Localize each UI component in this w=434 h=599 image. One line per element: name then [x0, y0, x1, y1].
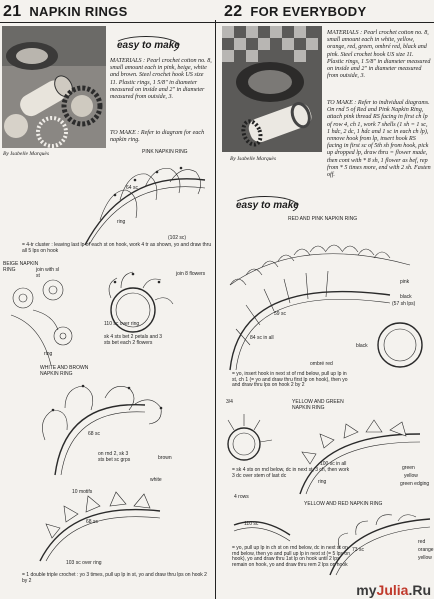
page-22-header [224, 3, 366, 21]
page-number: 21 [3, 3, 22, 20]
yellow-label: yellow [418, 555, 432, 561]
rows-label: 4 rows [234, 494, 249, 500]
yo2-note: = yo, pull up lp in ch st on rnd below, dc in next st on rnd below, then yo and pull up lp in next st (= 5 lps on hook), yo and draw thru 1st lp on hook until 2 lps remain on hook, yo and draw thru rem 2 lps on hook [232, 545, 350, 568]
watermark: myJulia.Ru [356, 582, 431, 598]
orange-label: orange [418, 547, 434, 553]
pink-label: pink [400, 279, 410, 285]
ring-label: ring [117, 219, 126, 225]
rp-total: 84 sc in all [250, 335, 274, 341]
motifs-diagram [30, 486, 170, 566]
wb-rnd-note: on rnd 2, sk 3 sts bet sc grps [98, 451, 131, 463]
pink-napkin-ring-diagram [75, 150, 215, 250]
motifs-label: 10 motifs [72, 489, 93, 495]
yg-sc: 100 sc in all [320, 461, 347, 467]
yellow-green-diagram [220, 404, 432, 504]
yo-note: = yo, insert hook in next st of rnd below, pull up lp in st, ch 1 (= yo and draw thru first lp on hook), then yo and draw thru lps on hook 2 by 2 [232, 371, 348, 389]
black-label: black [400, 294, 412, 300]
pink-sc-count: 64 sc [126, 185, 138, 191]
motifs-ring-sc: 103 sc over ring [66, 560, 102, 566]
easy-to-make-badge: easy to make [236, 200, 299, 211]
sc4-note: = sk 4 sts on rnd below, dc in next st, 3 ch, then work 3 dc over stem of last dc [232, 467, 350, 479]
beige-title: BEIGE NAPKIN RING [3, 261, 39, 273]
easy-to-make-badge: easy to make [117, 40, 180, 51]
triple-note: = 1 double triple crochet : yo 3 times, pull up lp in st, yo and draw thru lps on hook 2 by 2 [22, 572, 207, 584]
materials-text: MATERIALS : Pearl crochet cotton no. 8, small amount each in pink, beige, white and brown. Steel crochet hook US size 11. Plastic rings, 1 5/8" in diameter measured on inside and 2" in diameter measured from outside, 3. [110, 58, 212, 101]
white-label: white [150, 477, 162, 483]
motifs-sc: 68 sc [86, 519, 98, 525]
red-label: red [418, 539, 426, 545]
fraction: 3/4 [226, 399, 233, 405]
pink-total: (102 sc) [168, 235, 187, 241]
credit: By Isabelle Marquès [3, 151, 50, 157]
column-divider [215, 20, 216, 599]
page-number: 22 [224, 3, 243, 20]
for-everybody-photo [222, 26, 322, 152]
ring-label: ring [44, 351, 53, 357]
to-make-text: TO MAKE : Refer to diagram for each napkin ring. [110, 130, 205, 144]
brown-label: brown [158, 455, 172, 461]
page-title: FOR EVERYBODY [250, 4, 367, 19]
page-21-header [3, 3, 128, 21]
black-label: black [356, 343, 368, 349]
yellow-label: yellow [404, 473, 418, 479]
ombre-label: ombré red [310, 361, 333, 367]
join-label: join with sl st [36, 267, 60, 279]
green-label: green [402, 465, 415, 471]
edging-label: green edging [400, 481, 430, 487]
beige-sc: 110 sc over ring [104, 321, 140, 327]
yellow-green-title: YELLOW AND GREEN NAPKIN RING [292, 399, 344, 411]
page-title: NAPKIN RINGS [29, 4, 128, 19]
red-pink-title: RED AND PINK NAPKIN RING [288, 216, 358, 222]
rp-sc: 59 sc [274, 311, 286, 317]
wb-sc: 68 sc [88, 431, 100, 437]
napkin-rings-photo [2, 26, 106, 148]
white-brown-diagram [35, 380, 180, 480]
materials-text: MATERIALS : Pearl crochet cotton no. 8, small amount each in white, yellow, orange, red, green, ombré red, black and pink. Steel crochet hook US size 11. Plastic rings, 1 5/8" in diameter measured on inside and 2" in diameter measured from outside, 3. [327, 30, 431, 80]
to-make-text: TO MAKE : Refer to individual diagrams. On rnd 5 of Red and Pink Napkin Ring, attach pink thread RS facing in first ch lp of row 4, ch 1, work 7 shells (1 sh = 1 sc, 1 hdc, 2 dc, 1 hdc and 1 sc in each ch lp), remove hook from lp, insert hook RS facing in first sc of 5th sh from hook, pick up dropped lp, draw thru = flower made, then cont with * 8 sh, 1 flower as bef, rep from * 5 times more, end with 2 sh. Fasten off. [327, 100, 431, 179]
beige-skip-note: sk 4 sts bet 2 petals and 3 sts bet each 2 flowers [104, 334, 163, 346]
white-brown-title: WHITE AND BROWN NAPKIN RING [40, 365, 89, 377]
join-flowers: join 8 flowers [176, 271, 206, 277]
cluster-note: = 4-tr cluster : leaving last lp of each st on hook, work 4 tr as shown, yo and draw thru all 5 lps on hook [22, 242, 212, 254]
ring-label: ring [318, 479, 327, 485]
yr-sc: 110 sc [244, 521, 259, 527]
credit: By Isabelle Marquès [230, 156, 277, 162]
sh-lps: (57 sh lps) [392, 301, 416, 307]
header-rule [0, 22, 434, 23]
yellow-red-title: YELLOW AND RED NAPKIN RING [304, 501, 383, 507]
pink-title: PINK NAPKIN RING [142, 149, 188, 155]
yr-sc73: 73 sc [352, 547, 364, 553]
